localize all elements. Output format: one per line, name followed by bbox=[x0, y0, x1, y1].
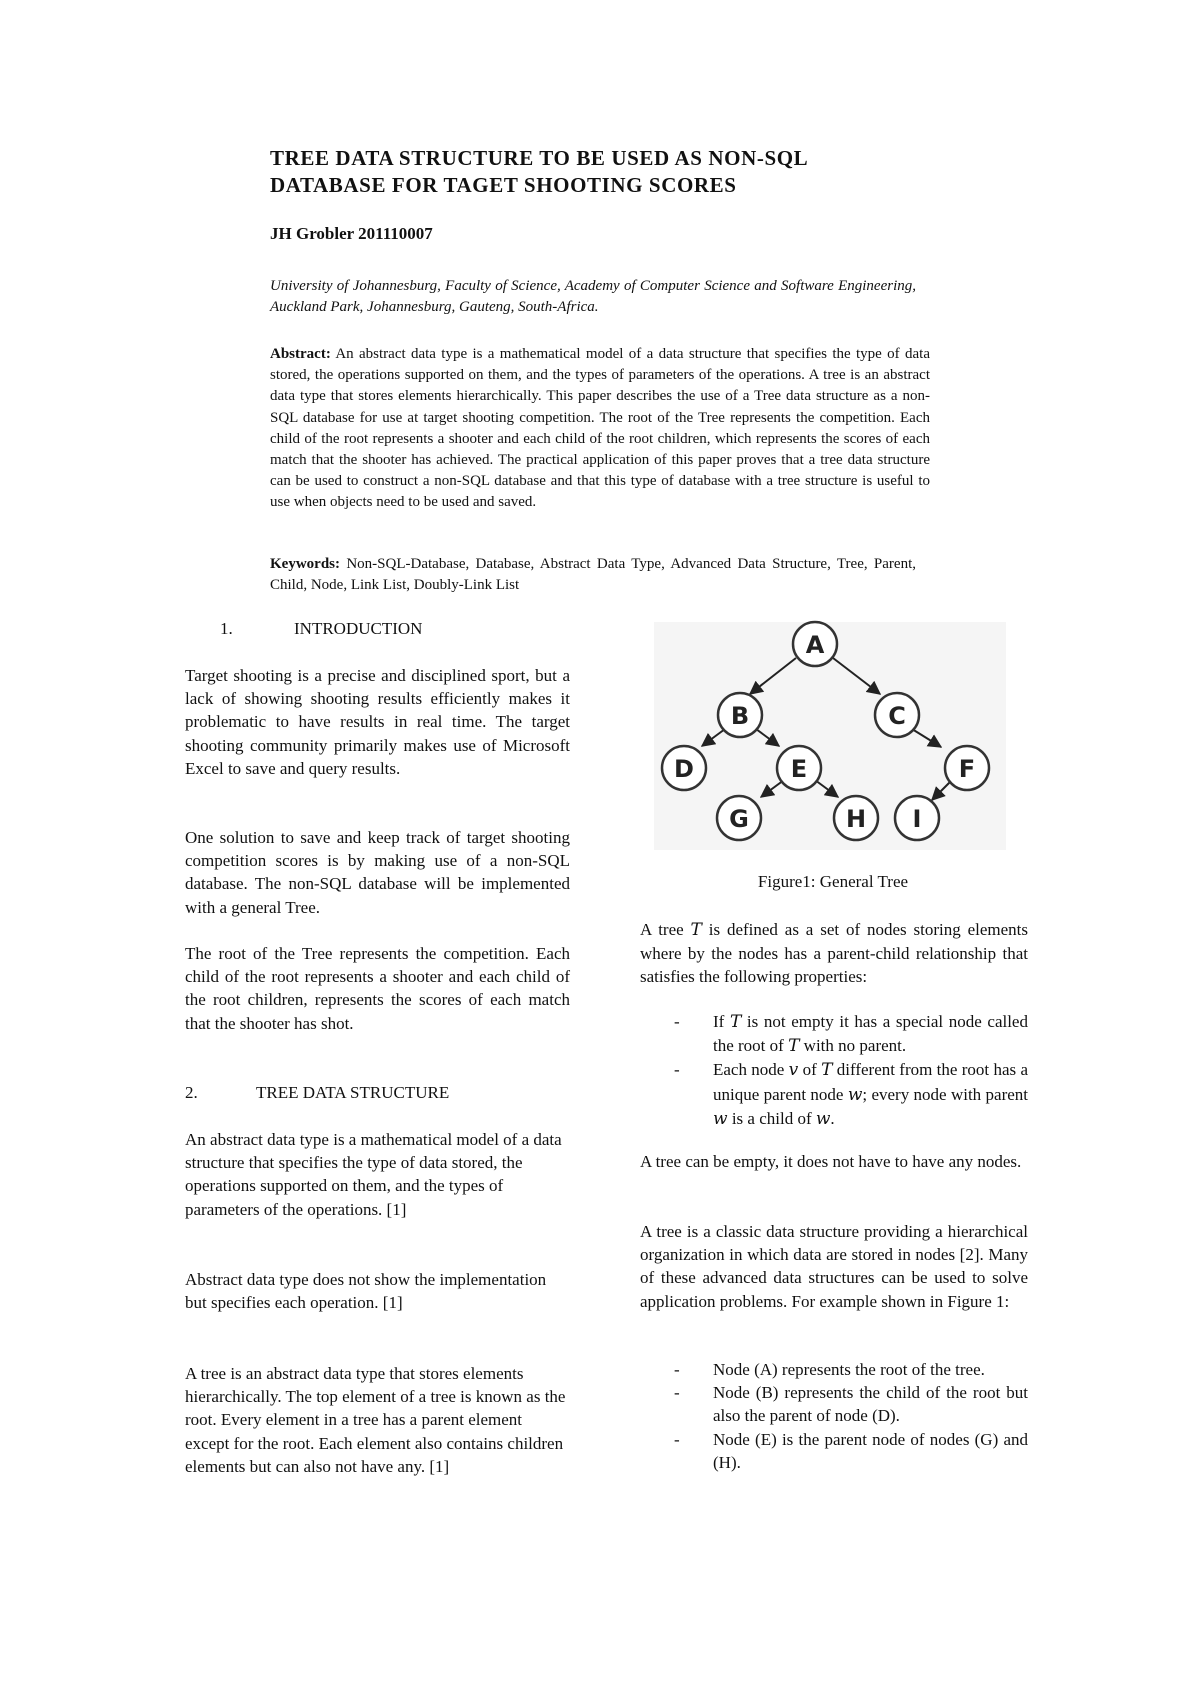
intro-paragraph-3: The root of the Tree represents the competition. Each child of the root represents a shooter and each child of the root children, represents the scores of each match that the shooter has shot. bbox=[185, 944, 570, 1033]
section-2-heading bbox=[185, 1082, 449, 1104]
node-a-label: A bbox=[805, 631, 825, 659]
prop-text: Each node bbox=[713, 1060, 789, 1080]
classic-structure-paragraph: A tree is a classic data structure providing a hierarchical organization in which data are stored in nodes [2]. Many of these advanced data structures can be used to solve application problems. For example shown in Figure 1: bbox=[640, 1222, 1028, 1311]
general-tree-figure bbox=[640, 614, 1020, 854]
tree-properties-list bbox=[640, 1010, 1028, 1131]
var-w: w bbox=[847, 1084, 863, 1105]
abstract-text: An abstract data type is a mathematical model of a data structure that specifies the type of data stored, the operations supported on them, and the types of parameters of the operations. A tree is an abstract data type that stores elements hierarchically. This paper describes the use of a Tree data structure as a non-SQL database for use at target shooting competition. The root of the Tree represents the competition. Each child of the root represents a shooter and each child of the root children, which represents the scores of each match that the shooter has achieved. The practical application of this paper proves that a tree data structure can be used to construct a non-SQL database and that this type of database with a tree structure is useful to use when objects need to be used and saved. bbox=[270, 346, 930, 511]
prop-text: is not empty it has a special node called the root of bbox=[713, 1012, 1028, 1056]
node-f bbox=[945, 746, 989, 790]
prop-text: . bbox=[830, 1108, 835, 1128]
keywords-label: Keywords: bbox=[270, 556, 340, 572]
node-e-label: E bbox=[790, 755, 808, 783]
author: JH Grobler 201110007 bbox=[270, 224, 433, 243]
node-f-label: F bbox=[958, 755, 976, 783]
var-w: w bbox=[713, 1108, 728, 1129]
section-1-number: 1. bbox=[220, 619, 233, 638]
node-d bbox=[662, 746, 706, 790]
node-b bbox=[718, 693, 762, 737]
prop-text: If bbox=[713, 1012, 730, 1031]
prop-text: ; every node with parent bbox=[862, 1084, 1028, 1104]
section-1-heading bbox=[220, 618, 422, 640]
node-e bbox=[777, 746, 821, 790]
node-b-label: B bbox=[730, 702, 750, 730]
property-item bbox=[640, 1058, 1028, 1131]
node-i bbox=[895, 796, 939, 840]
section-1-title: INTRODUCTION bbox=[294, 619, 423, 638]
title-line-1: TREE DATA STRUCTURE TO BE USED AS NON-SQL bbox=[270, 146, 809, 170]
tree-definition-text: A tree bbox=[640, 920, 691, 939]
section-2-paragraph-3: A tree is an abstract data type that stores elements hierarchically. The top element of a tree is known as the root. Every element in a tree has a parent element except for the root. Each element also contains children elements but can also not have any. [1] bbox=[185, 1364, 566, 1476]
node-h bbox=[834, 796, 878, 840]
figure-explanation-list bbox=[640, 1358, 1028, 1474]
prop-text: different from the root has a unique parent node bbox=[713, 1060, 1028, 1104]
section-2-title: TREE DATA STRUCTURE bbox=[256, 1083, 450, 1102]
property-item bbox=[640, 1010, 1028, 1058]
var-t: T bbox=[729, 1012, 742, 1032]
node-a bbox=[793, 622, 837, 666]
abstract bbox=[270, 344, 930, 514]
intro-paragraph-2: One solution to save and keep track of target shooting competition scores is by making use of a non-SQL database. The non-SQL database will be implemented with a general Tree. bbox=[185, 828, 570, 917]
node-g bbox=[717, 796, 761, 840]
paper-title bbox=[270, 145, 930, 199]
empty-tree-paragraph: A tree can be empty, it does not have to have any nodes. bbox=[640, 1152, 1022, 1171]
prop-text: of bbox=[798, 1060, 822, 1080]
node-i-label: I bbox=[912, 805, 922, 833]
tree-definition-text-2: is defined as a set of nodes storing elements where by the nodes has a parent-child relationship that satisfies the following properties: bbox=[640, 920, 1028, 987]
list-item: - Node (B) represents the child of the root but also the parent of node (D). bbox=[640, 1381, 1028, 1427]
abstract-label: Abstract: bbox=[270, 346, 331, 362]
list-item: - Node (E) is the parent node of nodes (G) and (H). bbox=[640, 1428, 1028, 1474]
section-2-paragraph-1: An abstract data type is a mathematical model of a data structure that specifies the type of data stored, the operations supported on them, and the types of parameters of the operations. [1] bbox=[185, 1130, 562, 1219]
prop-text: with no parent. bbox=[799, 1036, 907, 1056]
node-h-label: H bbox=[845, 805, 867, 833]
affiliation: University of Johannesburg, Faculty of Science, Academy of Computer Science and Software Engineering, Auckland Park, Johannesburg, Gauteng, South-Africa. bbox=[270, 278, 916, 315]
keywords-text: Non-SQL-Database, Database, Abstract Data Type, Advanced Data Structure, Tree, Parent, Child, Node, Link List, Doubly-Link List bbox=[270, 556, 916, 593]
var-t: T bbox=[788, 1036, 800, 1057]
node-c bbox=[875, 693, 919, 737]
var-w: w bbox=[815, 1108, 831, 1129]
tree-definition bbox=[640, 918, 1028, 989]
node-g-label: G bbox=[729, 805, 749, 833]
list-item: - Node (A) represents the root of the tree. bbox=[640, 1358, 1028, 1381]
section-2-number: 2. bbox=[185, 1083, 198, 1102]
keywords bbox=[270, 554, 916, 596]
section-2-paragraph-2: Abstract data type does not show the implementation but specifies each operation. [1] bbox=[185, 1270, 547, 1313]
var-v: v bbox=[788, 1060, 799, 1081]
intro-paragraph-1: Target shooting is a precise and disciplined sport, but a lack of showing shooting results efficiently makes it problematic to have results in real time. The target shooting community primarily makes use of Microsoft Excel to save and query results. bbox=[185, 666, 570, 778]
title-line-2: DATABASE FOR TAGET SHOOTING SCORES bbox=[270, 173, 737, 197]
prop-text: is a child of bbox=[727, 1108, 816, 1128]
var-t: T bbox=[690, 920, 702, 940]
node-c-label: C bbox=[888, 702, 906, 730]
figure-caption: Figure1: General Tree bbox=[757, 872, 909, 891]
var-t: T bbox=[821, 1060, 833, 1081]
node-d-label: D bbox=[674, 755, 694, 783]
